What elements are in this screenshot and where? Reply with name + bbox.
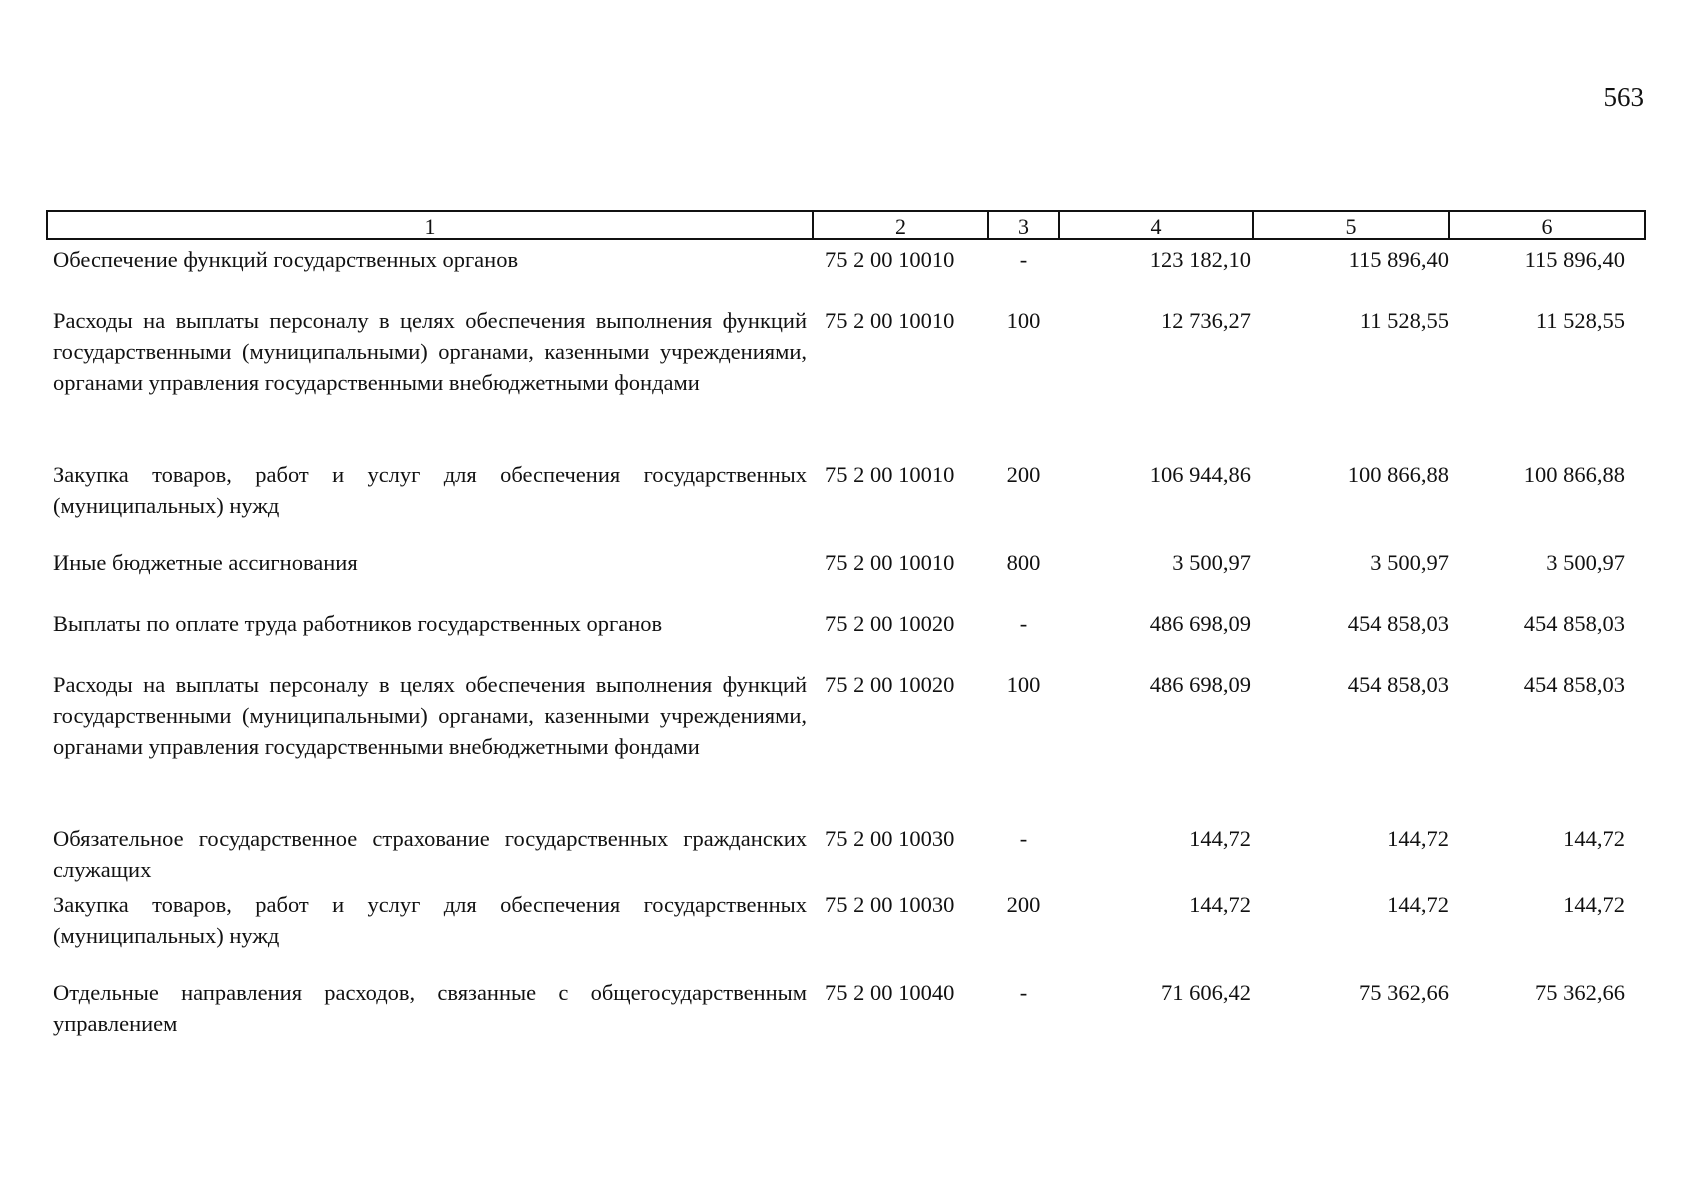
table-row bbox=[47, 455, 1645, 543]
row-name: Закупка товаров, работ и услуг для обеспечения государственных (муниципальных) нужд bbox=[53, 892, 807, 948]
row-value-3: 144,72 bbox=[1563, 826, 1625, 851]
header-col-4: 4 bbox=[1059, 211, 1253, 239]
row-name: Иные бюджетные ассигнования bbox=[53, 550, 358, 575]
table-body bbox=[47, 239, 1645, 1039]
row-name: Обязательное государственное страхование государственных гражданских служащих bbox=[53, 826, 807, 882]
row-value-1: 12 736,27 bbox=[1161, 308, 1251, 333]
table-row bbox=[47, 301, 1645, 455]
row-value-1: 486 698,09 bbox=[1149, 672, 1251, 697]
row-value-3: 454 858,03 bbox=[1523, 611, 1625, 636]
row-code: 75 2 00 10010 bbox=[825, 462, 955, 487]
row-code: 75 2 00 10020 bbox=[825, 611, 955, 636]
table-row bbox=[47, 543, 1645, 604]
header-col-1: 1 bbox=[47, 211, 813, 239]
row-code: 75 2 00 10030 bbox=[825, 892, 955, 917]
row-type: 200 bbox=[1006, 462, 1041, 487]
row-type: - bbox=[1019, 611, 1028, 636]
row-value-2: 75 362,66 bbox=[1359, 980, 1449, 1005]
row-code: 75 2 00 10020 bbox=[825, 672, 955, 697]
page-number: 563 bbox=[1603, 82, 1644, 112]
row-value-2: 144,72 bbox=[1387, 826, 1449, 851]
row-type: - bbox=[1019, 980, 1028, 1005]
row-value-1: 71 606,42 bbox=[1161, 980, 1251, 1005]
table-row bbox=[47, 665, 1645, 819]
row-name: Обеспечение функций государственных органов bbox=[53, 247, 519, 272]
row-code: 75 2 00 10010 bbox=[825, 308, 955, 333]
row-name: Расходы на выплаты персоналу в целях обеспечения выполнения функций государственными (муниципальными) органами, казенными учреждениями, органами управления государственными внебюджетными фондами bbox=[53, 308, 807, 395]
row-value-3: 11 528,55 bbox=[1535, 308, 1625, 333]
table-row bbox=[47, 239, 1645, 301]
row-value-1: 486 698,09 bbox=[1149, 611, 1251, 636]
row-code: 75 2 00 10010 bbox=[825, 550, 955, 575]
row-value-1: 106 944,86 bbox=[1149, 462, 1251, 487]
row-value-2: 454 858,03 bbox=[1347, 672, 1449, 697]
row-value-1: 123 182,10 bbox=[1149, 247, 1251, 272]
row-value-3: 454 858,03 bbox=[1523, 672, 1625, 697]
row-value-1: 144,72 bbox=[1189, 826, 1251, 851]
header-col-6: 6 bbox=[1449, 211, 1645, 239]
row-type: 100 bbox=[1006, 308, 1041, 333]
table-header bbox=[47, 211, 1645, 239]
row-value-2: 115 896,40 bbox=[1348, 247, 1449, 272]
row-value-2: 144,72 bbox=[1387, 892, 1449, 917]
row-name: Закупка товаров, работ и услуг для обеспечения государственных (муниципальных) нужд bbox=[53, 462, 807, 518]
row-value-2: 100 866,88 bbox=[1347, 462, 1449, 487]
header-col-3: 3 bbox=[988, 211, 1059, 239]
budget-table-container bbox=[46, 210, 1644, 1039]
table-row bbox=[47, 604, 1645, 665]
row-value-3: 3 500,97 bbox=[1546, 550, 1625, 575]
row-value-3: 100 866,88 bbox=[1523, 462, 1625, 487]
row-value-2: 454 858,03 bbox=[1347, 611, 1449, 636]
header-col-5: 5 bbox=[1253, 211, 1449, 239]
row-name: Расходы на выплаты персоналу в целях обеспечения выполнения функций государственными (муниципальными) органами, казенными учреждениями, органами управления государственными внебюджетными фондами bbox=[53, 672, 807, 759]
row-name: Выплаты по оплате труда работников государственных органов bbox=[53, 611, 663, 636]
row-value-3: 75 362,66 bbox=[1535, 980, 1625, 1005]
row-value-1: 144,72 bbox=[1189, 892, 1251, 917]
row-code: 75 2 00 10010 bbox=[825, 247, 955, 272]
row-value-3: 144,72 bbox=[1563, 892, 1625, 917]
row-type: 100 bbox=[1006, 672, 1041, 697]
row-name: Отдельные направления расходов, связанные с общегосударственным управлением bbox=[53, 980, 807, 1036]
table-row bbox=[47, 819, 1645, 885]
row-value-3: 115 896,40 bbox=[1524, 247, 1625, 272]
row-value-2: 11 528,55 bbox=[1359, 308, 1449, 333]
row-code: 75 2 00 10030 bbox=[825, 826, 955, 851]
budget-table bbox=[46, 210, 1646, 1039]
row-type: - bbox=[1019, 247, 1028, 272]
table-row bbox=[47, 973, 1645, 1039]
row-value-1: 3 500,97 bbox=[1172, 550, 1251, 575]
header-row bbox=[47, 211, 1645, 239]
row-code: 75 2 00 10040 bbox=[825, 980, 955, 1005]
row-type: - bbox=[1019, 826, 1028, 851]
table-row bbox=[47, 885, 1645, 973]
row-type: 200 bbox=[1006, 892, 1041, 917]
row-value-2: 3 500,97 bbox=[1370, 550, 1449, 575]
header-col-2: 2 bbox=[813, 211, 988, 239]
row-type: 800 bbox=[1006, 550, 1041, 575]
